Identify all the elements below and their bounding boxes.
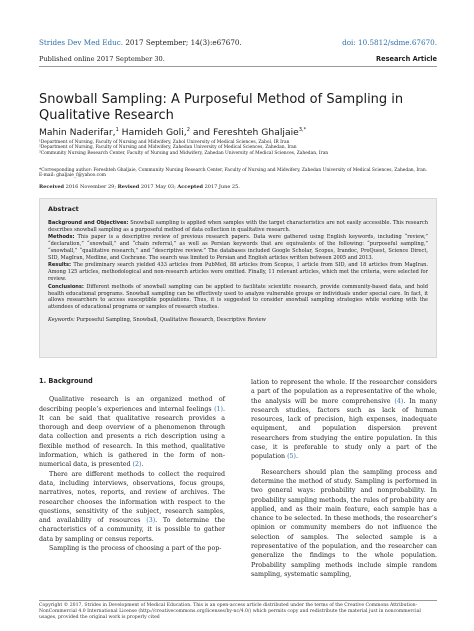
affiliation: ³Community Nursing Research Center, Faculty of Nursing and Midwifery, Zahedan University of Medical Sciences, Zahedan, Iran [39, 150, 329, 156]
keywords-label: Keywords: [48, 317, 75, 324]
citation-link[interactable]: (1) [214, 405, 223, 413]
published-date: Published online 2017 September 30. [39, 55, 165, 63]
article-dates [39, 184, 437, 190]
body-paragraph [39, 395, 225, 469]
author-sup: 2 [186, 127, 190, 133]
journal-citation [39, 38, 242, 47]
body-paragraph [251, 378, 437, 462]
paragraph-text: Qualitative research is an organized method of describing people’s experiences and internal feelings [39, 396, 225, 413]
abstract-text: Snowball sampling is applied when samples with the target characteristics are not easily accessible. This research describes snowball sampling as a purposeful method of data collection in qualitative research. [48, 220, 428, 233]
journal-link[interactable]: Strides Dev Med Educ. [39, 38, 124, 47]
received-date: 2016 November 29; [65, 184, 117, 190]
author-name: Mahin Naderifar, [39, 127, 116, 139]
body-paragraph [39, 470, 225, 544]
author-sup: 3,* [298, 127, 307, 133]
author-sup: 1 [115, 127, 119, 133]
corresponding-email[interactable]: E-mail: ghaljaie_f@yahoo.com [39, 173, 106, 179]
paragraph-text: . [141, 461, 144, 469]
abstract-results [48, 262, 428, 283]
body-paragraph [39, 544, 225, 553]
affiliation: ¹Department of Nursing, Faculty of Nursing and Midwifery, Zabol University of Medical Sciences, Zabol, IR Iran [39, 140, 290, 145]
paragraph-text: . It can be said that qualitative research provides a thorough and deep overview of a phenomenon through data collection and presents a rich description using a flexible method of research. In this method, qualitative information, which is gathered in the form of non-numerical data, is presented [39, 405, 225, 469]
author-list [39, 127, 437, 138]
author-name: and Fereshteh Ghaljaie [192, 127, 299, 139]
body-column-left [39, 377, 225, 553]
corresponding-address: *Corresponding author: Fereshteh Ghaljaie, Community Nursing Research Center, Faculty of Nursing and Midwifery, Zahedan University of Medical Sciences, Zahedan, Iran. [39, 168, 428, 173]
revised-label: Revised [117, 184, 140, 190]
doi-link[interactable]: doi: 10.5812/sdme.67670. [342, 38, 437, 47]
footer-divider [39, 600, 437, 601]
paragraph-text: Sampling is the process of choosing a part of the pop- [49, 545, 222, 553]
citation-link[interactable]: (4) [394, 397, 404, 405]
paragraph-text: lation to represent the whole. If the researcher considers a part of the population as a representative of the whole, the analysis will be more comprehensive [251, 379, 437, 405]
section-heading: 1. Background [39, 377, 93, 385]
abstract-methods [48, 234, 428, 262]
body-paragraph [251, 468, 437, 580]
abstract-conclusions [48, 284, 428, 312]
keywords-text: Purposeful Sampling, Snowball, Qualitative Research, Descriptive Review [76, 317, 266, 324]
received-label: Received [39, 184, 65, 190]
journal-header [39, 38, 437, 47]
citation-link[interactable]: (3) [146, 517, 156, 525]
abstract-box [39, 198, 437, 358]
paragraph-text: . In many research studies, factors such as lack of human resources, lack of precision, high expenses, inadequate equipment, and population dispersion prevent researchers from studying the entire population. In this case, it is preferable to study only a part of the population [251, 397, 437, 461]
citation-link[interactable]: (2) [132, 461, 142, 469]
abstract-background [48, 220, 428, 234]
abstract-text: Different methods of snowball sampling can be applied to facilitate scientific research, provide community-based data, and hold health educational programs. Snowball sampling can be effectively used to analyze vulnerable groups or individuals under special care. In fact, it allows researchers to access susceptible populations. Thus, it is suggested to consider snowball sampling strategies while working with the attendees of educational programs or samples of research studies. [48, 283, 428, 311]
citation-text: 2017 September; 14(3):e67670. [125, 38, 242, 47]
paragraph-text: . To determine the characteristics of a community, it is possible to gather data by sampling or census reports. [39, 517, 225, 543]
author-name: Hamideh Goli, [121, 127, 187, 139]
abstract-label: Background and Objectives: [48, 220, 129, 226]
abstract-text: This paper is a descriptive review of previous research papers. Data were gathered using English keywords, including “review,” “declaration,” “snowball,” and “chain referral,” as well as Persian keywords that are equivalents of the following: “purposeful sampling,” “snowball,” “qualitative research,” and “descriptive review.” The databases included Google Scholar, Scopus, Irandoc, ProQuest, Science Direct, SID, MagIran, Medline, and Cochrane. The search was limited to Persian and English articles written between 2005 and 2013. [48, 234, 428, 262]
abstract-label: Methods: [48, 234, 75, 241]
accepted-label: Accepted [177, 184, 204, 190]
body-column-right [251, 378, 437, 579]
abstract-text: The preliminary search yielded 433 articles from PubMed, 88 articles from Scopus, 1 article from SID, and 18 articles from MagIran. Among 125 articles, methodological and non-research articles were omitted. Finally, 11 relevant articles, which met the criteria, were selected for review. [48, 262, 428, 283]
abstract-heading: Abstract [48, 205, 79, 213]
copyright-footer: Copyright © 2017, Strides in Development of Medical Education. This is an open-access article distributed under the terms of the Creative Commons Attribution-NonCommercial 4.0 International License (http://creativecommons.org/licenses/by-nc/4.0/) which permits copy and redistribute the material just in noncommercial usages, provided the original work is properly cited [39, 603, 421, 620]
affiliations [39, 140, 437, 156]
accepted-date: 2017 June 25. [204, 184, 240, 190]
abstract-label: Results: [48, 262, 72, 269]
abstract-label: Conclusions: [48, 283, 84, 290]
revised-date: 2017 May 03; [140, 184, 176, 190]
paragraph-text: Researchers should plan the sampling process and determine the method of study. Sampling is performed in two general ways: probability and nonprobability. In probability sampling methods, the rules of probability are applied, and as their main feature, each sample has a chance to be selected. In these methods, the researcher’s opinion or community members do not influence the selection of samples. The selected sample is a representative of the population, and the researcher can generalize the findings to the whole population. Probability sampling methods include simple random sampling, systematic sampling, [251, 468, 437, 578]
publication-line [39, 55, 437, 63]
article-title: Snowball Sampling: A Purposeful Method of Sampling in Qualitative Research [39, 92, 404, 123]
abstract-keywords [48, 317, 428, 324]
paragraph-text: There are different methods to collect the required data, including interviews, observations, focus groups, narratives, notes, reports, and review of archives. The researcher chooses the information with respect to the questions, sensitivity of the subject, research samples, and availability of resources [39, 470, 225, 525]
paragraph-text: . [296, 453, 299, 461]
corresponding-author [39, 168, 437, 179]
affiliation: ²Department of Nursing, Faculty of Nursing and Midwifery, Zahedan University of Medical Sciences, Zahedan, Iran [39, 145, 297, 151]
header-divider [39, 66, 437, 67]
article-type: Research Article [376, 55, 437, 63]
citation-link[interactable]: (5) [287, 453, 296, 461]
